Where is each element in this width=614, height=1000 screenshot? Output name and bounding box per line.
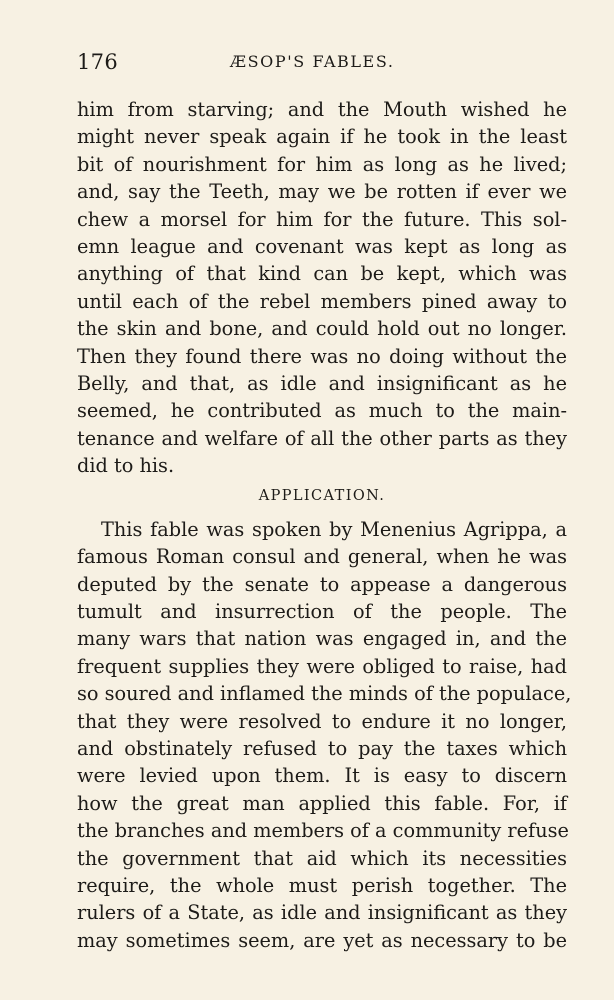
running-title: ÆSOP'S FABLES. (230, 52, 395, 71)
text-line: and obstinately refused to pay the taxes which (77, 736, 567, 760)
text-line: him from starving; and the Mouth wished he (77, 98, 567, 121)
text-line: famous Roman consul and general, when he was (77, 545, 567, 569)
section-heading: APPLICATION. (258, 488, 386, 505)
text-line: deputed by the senate to appease a dangerous (77, 572, 567, 596)
page-header (77, 48, 567, 76)
text-line: seemed, he contributed as much to the main- (77, 399, 567, 423)
text-line: Belly, and that, as idle and insignificant as he (77, 371, 567, 395)
text-line: require, the whole must perish together. The (77, 873, 567, 897)
text-line: how the great man applied this fable. For, if (77, 791, 567, 815)
text-line: were levied upon them. It is easy to discern (77, 764, 567, 788)
text-line: the skin and bone, and could hold out no longer. (77, 317, 567, 341)
text-line: may sometimes seem, are yet as necessary to be (77, 928, 567, 952)
text-line: might never speak again if he took in the least (77, 125, 567, 149)
text-line: the government that aid which its necessities (77, 846, 567, 870)
text-line: chew a morsel for him for the future. This sol- (77, 207, 567, 231)
page-number: 176 (77, 50, 118, 74)
text-line: did to his. (77, 454, 175, 478)
text-line: the branches and members of a community refuse (77, 819, 569, 843)
text-line: rulers of a State, as idle and insignificant as they (77, 901, 567, 925)
text-line: Then they found there was no doing without the (77, 344, 567, 368)
text-line: and, say the Teeth, may we be rotten if ever we (77, 180, 567, 204)
page-text (77, 96, 572, 954)
text-line: bit of nourishment for him as long as he lived; (77, 152, 567, 176)
text-line: tenance and welfare of all the other parts as they (77, 426, 567, 450)
text-line: frequent supplies they were obliged to raise, had (77, 654, 567, 678)
application-paragraph (77, 516, 572, 954)
text-line: emn league and covenant was kept as long as (77, 234, 567, 258)
text-line: tumult and insurrection of the people. The (77, 600, 567, 624)
text-line: that they were resolved to endure it no longer, (77, 709, 567, 733)
text-line: until each of the rebel members pined away to (77, 289, 567, 313)
text-line: This fable was spoken by Menenius Agrippa, a (101, 517, 567, 541)
text-line: so soured and inflamed the minds of the populace, (77, 682, 572, 706)
text-line: many wars that nation was engaged in, and the (77, 627, 567, 651)
text-line: anything of that kind can be kept, which was (77, 262, 567, 286)
fable-paragraph (77, 96, 567, 479)
